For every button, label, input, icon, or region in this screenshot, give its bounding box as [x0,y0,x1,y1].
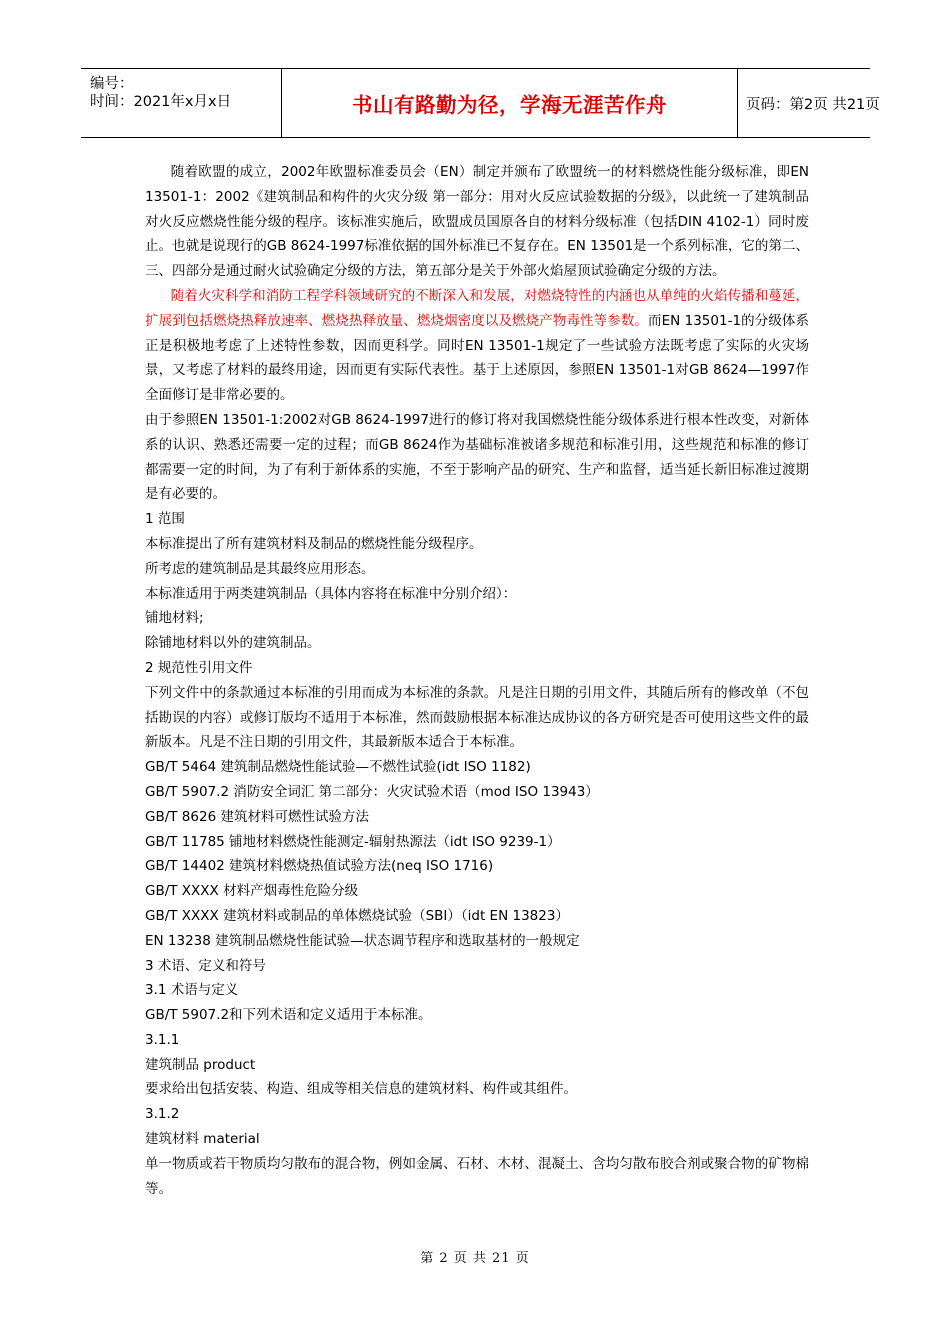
scope-line: 本标准提出了所有建筑材料及制品的燃烧性能分级程序。 [145,535,483,552]
term-name: 建筑制品 product [145,1056,256,1073]
term-name: 建筑材料 material [145,1131,260,1148]
time-label: 时间：2021年x月x日 [90,94,232,110]
intro-paragraph: 随着欧盟的成立，2002年欧盟标准委员会（EN）制定并颁布了欧盟统一的材料燃烧性能分级标准，即EN 13501-1：2002《建筑制品和构件的火灾分级 第一部分：用对火反应试验数据的分级》，以此统一了建筑制品对火反应燃烧性能分级的程序。该标准实施后，欧盟成员国原各自的材料分级标准（包括DIN 4102-1）同时废止。也就是说现行的GB 8624-1997标准依据的国外标准已不复存在。EN 13501是一个系列标准，它的第二、三、四部分是通过耐火试验确定分级的方法，第五部分是关于外部火焰屋顶试验确定分级的方法。 [145,164,809,280]
highlighted-text: 随着火灾科学和消防工程学科领域研究的不断深入和发展，对燃烧特性的内涵也从单纯的火焰传播和蔓延，扩展到包括燃烧热释放速率、燃烧热释放量、燃烧烟密度以及燃烧产物毒性等参数。 [145,287,809,329]
scope-list-item: 铺地材料; [145,610,204,627]
transition-paragraph: 由于参照EN 13501-1:2002对GB 8624-1997进行的修订将对我国燃烧性能分级体系进行根本性改变，对新体系的认识、熟悉还需要一定的过程；而GB 8624作为基础标准被诸多规范和标准引用，这些规范和标准的修订都需要一定的时间，为了有利于新体系的实施，不至于影响产品的研究、生产和监督，适当延长新旧标准过渡期是有必要的。 [145,411,809,503]
section-heading-references: 2 规范性引用文件 [145,659,253,676]
header-page-info: 页码：第2页 共21页 [746,96,880,113]
section-heading-terms: 3 术语、定义和符号 [145,957,266,974]
reference-item: GB/T XXXX 材料产烟毒性危险分级 [145,883,359,900]
fire-science-paragraph: 随着火灾科学和消防工程学科领域研究的不断深入和发展，对燃烧特性的内涵也从单纯的火焰传播和蔓延，扩展到包括燃烧热释放速率、燃烧热释放量、燃烧烟密度以及燃烧产物毒性等参数。而EN 13501-1的分级体系正是积极地考虑了上述特性参数，因而更科学。同时EN 13501-1规定了一些试验方法既考虑了实际的火灾场景，又考虑了材料的最终用途，因而更有实际代表性。基于上述原因，参照EN 13501-1对GB 8624—1997作全面修订是非常必要的。 [145,287,810,404]
page-footer: 第 2 页 共 21 页 [420,1251,530,1266]
document-body [145,160,809,1201]
reference-item: GB/T 5464 建筑制品燃烧性能试验—不燃性试验(idt ISO 1182) [145,759,531,776]
reference-item: GB/T 11785 铺地材料燃烧性能测定-辐射热源法（idt ISO 9239-1） [145,833,561,850]
page-header [81,68,880,138]
reference-item: GB/T 8626 建筑材料可燃性试验方法 [145,808,369,825]
term-definition: 要求给出包括安装、构造、组成等相关信息的建筑材料、构件或其组件。 [145,1081,577,1098]
term-number: 3.1.2 [145,1106,180,1123]
scope-line: 本标准适用于两类建筑制品（具体内容将在标准中分别介绍）： [145,585,517,602]
references-paragraph: 下列文件中的条款通过本标准的引用而成为本标准的条款。凡是注日期的引用文件，其随后所有的修改单（不包括勘误的内容）或修订版均不适用于本标准，然而鼓励根据本标准达成协议的各方研究是否可使用这些文件的最新版本。凡是不注日期的引用文件，其最新版本适合于本标准。 [145,684,809,751]
header-left-cell [81,69,281,137]
motto: 书山有路勤为径，学海无涯苦作舟 [352,93,667,117]
scope-line: 所考虑的建筑制品是其最终应用形态。 [145,560,375,577]
header-motto-cell [281,69,738,137]
reference-item: EN 13238 建筑制品燃烧性能试验—状态调节程序和选取基材的一般规定 [145,932,580,949]
subsection-heading: 3.1 术语与定义 [145,982,239,999]
reference-item: GB/T 5907.2 消防安全词汇 第二部分：火灾试验术语（mod ISO 13943） [145,783,599,800]
scope-list-item: 除铺地材料以外的建筑制品。 [145,635,321,652]
terms-intro: GB/T 5907.2和下列术语和定义适用于本标准。 [145,1007,432,1024]
term-number: 3.1.1 [145,1031,180,1048]
reference-item: GB/T XXXX 建筑材料或制品的单体燃烧试验（SBI）（idt EN 13823） [145,907,569,924]
section-heading-scope: 1 范围 [145,511,185,528]
term-definition: 单一物质或若干物质均匀散布的混合物，例如金属、石材、木材、混凝土、含均匀散布胶合剂或聚合物的矿物棉等。 [145,1155,809,1197]
number-label: 编号： [90,76,134,92]
reference-item: GB/T 14402 建筑材料燃烧热值试验方法(neq ISO 1716) [145,858,494,875]
